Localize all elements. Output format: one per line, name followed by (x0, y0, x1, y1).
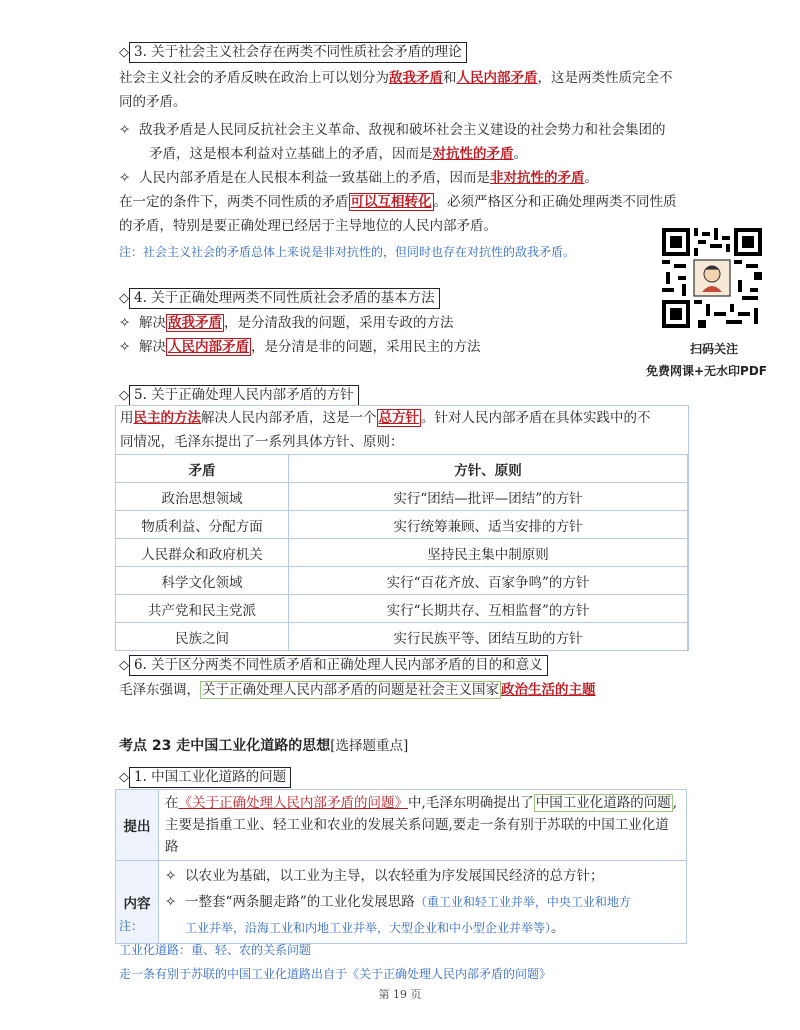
s3-bullet-2: ✧ 人民内部矛盾是在人民根本利益一致基础上的矛盾，因而是非对抗性的矛盾。 (119, 166, 689, 190)
diamond-icon: ◇ (119, 388, 129, 403)
kd23-title: 考点 23 走中国工业化道路的思想[选择题重点] (119, 738, 409, 754)
section-6-heading: ◇ 6. 关于区分两类不同性质矛盾和正确处理人民内部矛盾的目的和意义 (119, 655, 548, 676)
qr-caption-1: 扫码关注 (689, 342, 738, 356)
section-4-body (119, 311, 639, 359)
table-row: 民族之间 实行民族平等、团结互助的方针 (116, 623, 688, 651)
bullet-icon: ✧ (165, 894, 177, 910)
section-4-heading: ◇ 4. 关于正确处理两类不同性质社会矛盾的基本方法 (119, 288, 440, 309)
table-row: 科学文化领域 实行“百花齐放、百家争鸣”的方针 (116, 567, 688, 595)
qr-caption-2: 免费网课+无水印PDF (646, 364, 768, 378)
bullet-icon: ✧ (165, 868, 177, 884)
s4-bullet-1: ✧ 解决 敌我矛盾 ，是分清敌我的问题，采用专政的方法 (119, 311, 639, 335)
section-5-box (115, 405, 689, 651)
qr-code[interactable] (662, 228, 766, 357)
table-row: 共产党和民主党派 实行“长期共存、互相监督”的方针 (116, 595, 688, 623)
table-row: 内容 ✧ 以农业为基础，以工业为主导，以农轻重为序发展国民经济的总方针； ✧ 一整套“两条腿走路”的工业化发展思路（重工业和轻工业并举，中央工业和地方 工业并举，沿海工业和内地工业并举，大型企业和中小型企业并举等）。 (116, 861, 687, 944)
section-3-body (119, 66, 689, 264)
diamond-icon: ◇ (119, 45, 129, 60)
section-6-body (119, 678, 689, 702)
s3-note: 注：社会主义社会的矛盾总体上来说是非对抗性的，但同时也存在对抗性的敌我矛盾。 (119, 245, 576, 259)
s5-paragraph-cont: 同情况，毛泽东提出了一系列具体方针、原则： (120, 434, 404, 450)
s3-bullet-1: ✧ 敌我矛盾是人民同反抗社会主义革命、敌视和破坏社会主义建设的社会势力和社会集团的 (119, 118, 689, 142)
section-5-heading: ◇ 5. 关于正确处理人民内部矛盾的方针 (119, 385, 359, 406)
s3-bullet-1-cont: 矛盾，这是根本利益对立基础上的矛盾，因而是对抗性的矛盾。 (149, 146, 527, 162)
section-3-heading: ◇ 3. 关于社会主义社会存在两类不同性质社会矛盾的理论 (119, 42, 467, 63)
table-header: 方针、原则 (289, 455, 688, 483)
qr-code-icon (662, 228, 762, 328)
s4-bullet-2: ✧ 解决 人民内部矛盾 ，是分清是非的问题，采用民主的方法 (119, 335, 639, 359)
kd23-notes: 注： 工业化道路：重、轻、农的关系问题 走一条有别于苏联的中国工业化道路出自于《关于正确处理人民内部矛盾的问题》 (119, 919, 552, 981)
s3-paragraph: 在一定的条件下，两类不同性质的矛盾 可以互相转化 。必须严格区分和正确处理两类不同性质 (119, 194, 677, 210)
bullet-icon: ✧ (119, 170, 131, 186)
diamond-icon: ◇ (119, 291, 129, 306)
table-row: 提出 在《关于正确处理人民内部矛盾的问题》中,毛泽东明确提出了 中国工业化道路的问题 , 主要是指重工业、轻工业和农业的发展关系问题,要走一条有别于苏联的中国工业化道路 (116, 790, 687, 861)
table-row: 人民群众和政府机关 坚持民主集中制原则 (116, 539, 688, 567)
table-row: 物质利益、分配方面 实行统筹兼顾、适当安排的方针 (116, 511, 688, 539)
bullet-icon: ✧ (119, 122, 131, 138)
table-header: 矛盾 (116, 455, 289, 483)
s6-paragraph: 毛泽东强调， 关于正确处理人民内部矛盾的问题是社会主义国家 政治生活的主题 (119, 682, 596, 698)
diamond-icon: ◇ (119, 658, 129, 673)
policy-table (115, 454, 688, 651)
s5-paragraph: 用民主的方法解决人民内部矛盾，这是一个 总方针 。针对人民内部矛盾在具体实践中的不 (120, 410, 651, 426)
page-number: 第 19 页 (378, 988, 422, 1001)
s3-paragraph-cont: 的矛盾，特别是要正确处理已经居于主导地位的人民内部矛盾。 (119, 218, 497, 234)
kd23-sub-heading: ◇ 1. 中国工业化道路的问题 (119, 767, 291, 788)
s3-intro-cont: 同的矛盾。 (119, 94, 187, 110)
s3-intro: 社会主义社会的矛盾反映在政治上可以划分为敌我矛盾和人民内部矛盾，这是两类性质完全不 (119, 70, 673, 86)
bullet-icon: ✧ (119, 339, 131, 355)
bullet-icon: ✧ (119, 315, 131, 331)
table-row: 政治思想领域 实行“团结—批评—团结”的方针 (116, 483, 688, 511)
diamond-icon: ◇ (119, 770, 129, 785)
